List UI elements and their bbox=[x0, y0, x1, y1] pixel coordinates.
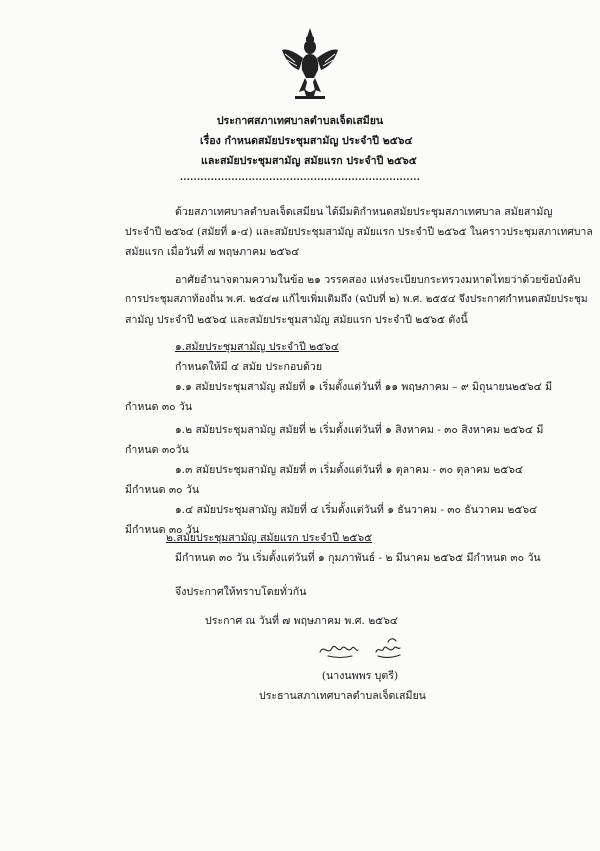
section-2-heading: ๒.สมัยประชุมสามัญ สมัยแรก ประจำปี ๒๕๖๕ bbox=[166, 532, 373, 544]
paragraph-2-line-1: อาศัยอำนาจตามความในข้อ ๒๑ วรรคสอง แห่งระเบียบกระทรวงมหาดไทยว่าด้วยข้อบังคับ bbox=[175, 274, 581, 286]
item-1-1-line-2: กำหนด ๓๐ วัน bbox=[125, 401, 193, 413]
garuda-emblem-icon bbox=[281, 28, 339, 100]
section-1-heading: ๑.สมัยประชุมสามัญ ประจำปี ๒๕๖๔ bbox=[175, 341, 339, 353]
signer-name: (นางนพพร บุตรี) bbox=[321, 670, 399, 682]
item-1-2-line-1: ๑.๒ สมัยประชุมสามัญ สมัยที่ ๒ เริ่มตั้งแต่วันที่ ๑ สิงหาคม - ๓๐ สิงหาคม ๒๕๖๔ มี bbox=[175, 424, 544, 436]
paragraph-2-line-2: การประชุมสภาท้องถิ่น พ.ศ. ๒๕๔๗ แก้ไขเพิ่มเติมถึง (ฉบับที่ ๒) พ.ศ. ๒๕๕๔ จึงประกาศกำหนดสมัยประชุม bbox=[125, 294, 588, 305]
item-1-2-line-2: กำหนด ๓๐วัน bbox=[125, 444, 189, 456]
item-1-3-line-2: มีกำหนด ๓๐ วัน bbox=[125, 484, 200, 496]
subject-line: เรื่อง กำหนดสมัยประชุมสามัญ ประจำปี ๒๕๖๔ bbox=[200, 135, 413, 147]
title-divider: ...................................................................... bbox=[179, 173, 421, 183]
paragraph-1-line-2: ประจำปี ๒๕๖๔ (สมัยที่ ๑-๔) และสมัยประชุมสามัญ สมัยแรก ประจำปี ๒๕๖๕ ในคราวประชุมสภาเทศบาล bbox=[125, 226, 593, 238]
signature bbox=[318, 636, 414, 662]
item-1-4-line-2: มีกำหนด ๓๐ วัน bbox=[125, 524, 200, 536]
signer-position: ประธานสภาเทศบาลตำบลเจ็ดเสมียน bbox=[259, 690, 426, 702]
document-title: ประกาศสภาเทศบาลตำบลเจ็ดเสมียน bbox=[216, 115, 384, 127]
item-1-4-line-1: ๑.๔ สมัยประชุมสามัญ สมัยที่ ๔ เริ่มตั้งแต่วันที่ ๑ ธันวาคม - ๓๐ ธันวาคม ๒๕๖๔ bbox=[175, 504, 538, 516]
closing-line: จึงประกาศให้ทราบโดยทั่วกัน bbox=[175, 586, 307, 598]
item-1-3-line-1: ๑.๓ สมัยประชุมสามัญ สมัยที่ ๓ เริ่มตั้งแต่วันที่ ๑ ตุลาคม - ๓๐ ตุลาคม ๒๕๖๔ bbox=[175, 464, 524, 476]
section-2-text: มีกำหนด ๓๐ วัน เริ่มตั้งแต่วันที่ ๑ กุมภาพันธ์ - ๒ มีนาคม ๒๕๖๕ มีกำหนด ๓๐ วัน bbox=[175, 552, 541, 564]
paragraph-1-line-1: ด้วยสภาเทศบาลตำบลเจ็ดเสมียน ได้มีมติกำหนดสมัยประชุมสภาเทศบาล สมัยสามัญ bbox=[175, 206, 553, 218]
announce-date: ประกาศ ณ วันที่ ๗ พฤษภาคม พ.ศ. ๒๕๖๔ bbox=[205, 615, 398, 627]
paragraph-2-line-3: สามัญ ประจำปี ๒๕๖๔ และสมัยประชุมสามัญ สมัยแรก ประจำปี ๒๕๖๕ ดังนี้ bbox=[125, 314, 468, 326]
paragraph-1-line-3: สมัยแรก เมื่อวันที่ ๗ พฤษภาคม ๒๕๖๔ bbox=[125, 246, 300, 258]
subject-line-2: และสมัยประชุมสามัญ สมัยแรก ประจำปี ๒๕๖๕ bbox=[201, 155, 417, 167]
item-1-1-line-1: ๑.๑ สมัยประชุมสามัญ สมัยที่ ๑ เริ่มตั้งแต่วันที่ ๑๑ พฤษภาคม – ๙ มิถุนายน๒๕๖๔ มี bbox=[175, 381, 553, 393]
section-1-intro: กำหนดให้มี ๔ สมัย ประกอบด้วย bbox=[175, 361, 323, 373]
